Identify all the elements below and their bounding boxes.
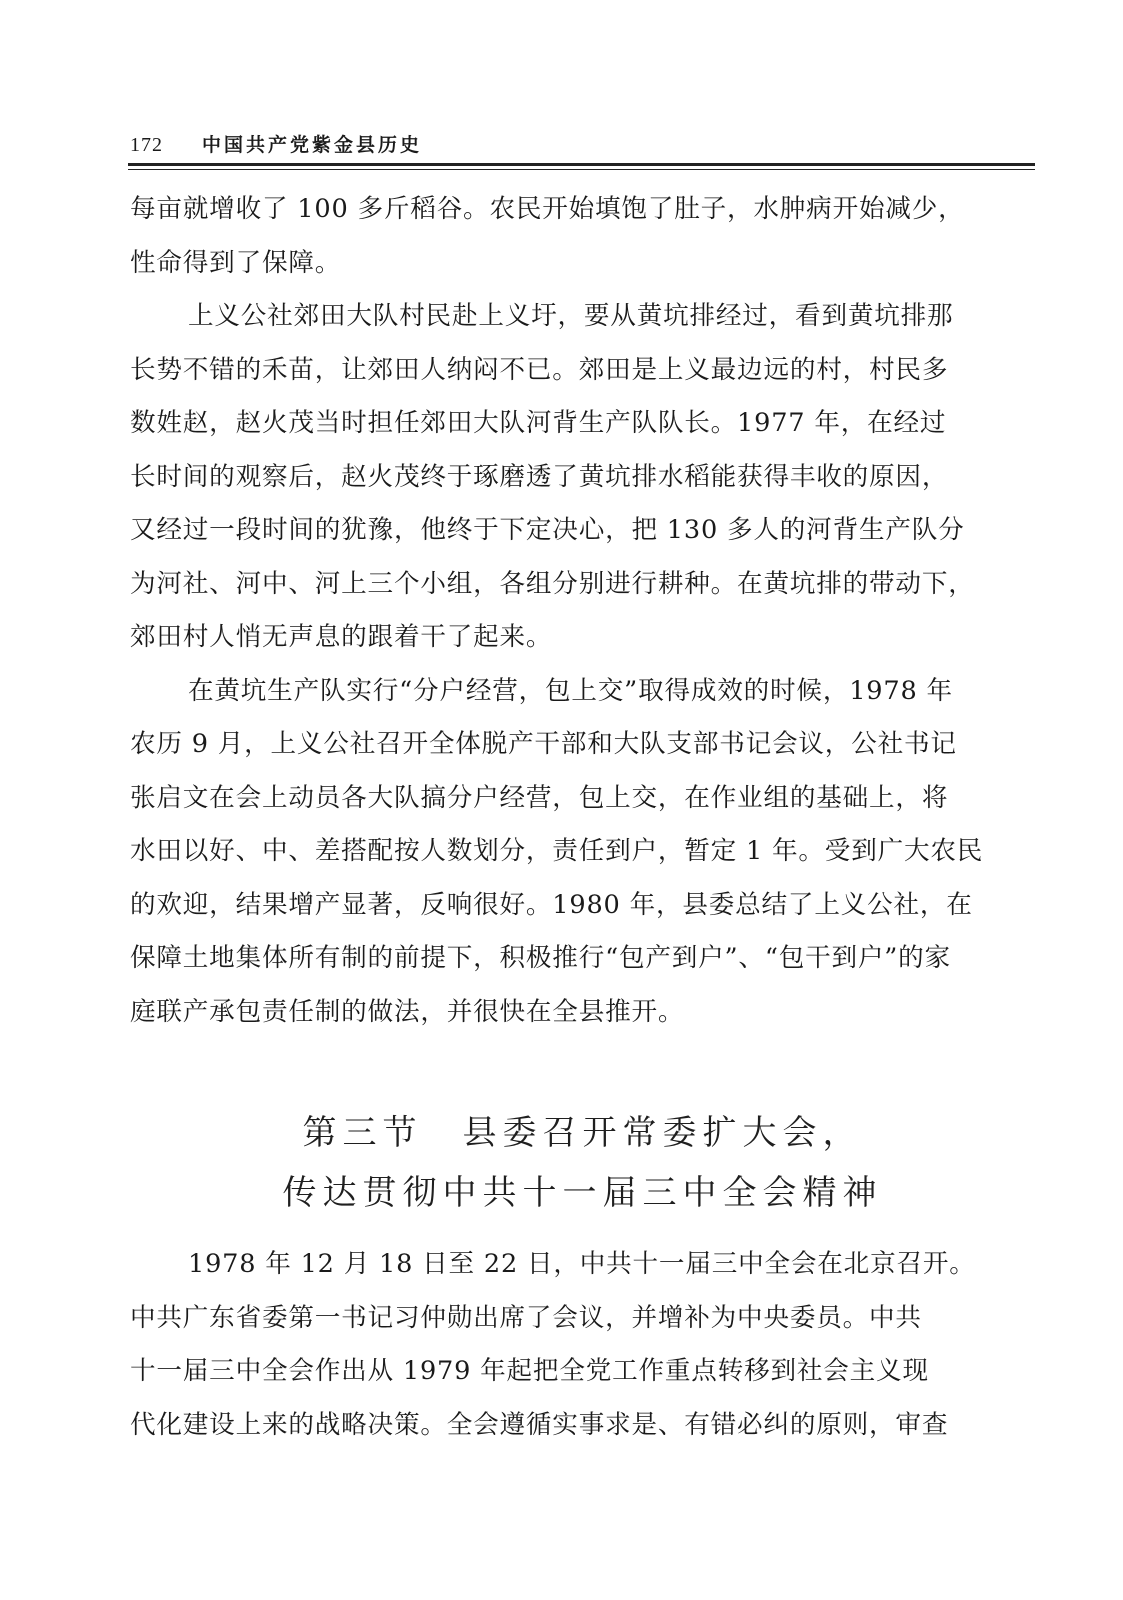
text-line: 农历 9 月，上义公社召开全体脱产干部和大队支部书记会议，公社书记 [130,729,957,759]
page-number: 172 [130,134,163,156]
paragraph-start-line: 在黄坑生产队实行“分户经营，包上交”取得成效的时候，1978 年 [188,675,953,706]
text-line: 数姓赵，赵火茂当时担任郊田大队河背生产队队长。1977 年，在经过 [130,408,947,438]
section-title-part-2: 传达贯彻中共十一届三中全会精神 [282,1173,883,1213]
section-heading-line-2 [130,1163,1035,1223]
header-rule-thick [128,163,1035,166]
text-line: 郊田村人悄无声息的跟着干了起来。 [130,622,553,652]
text-line: 又经过一段时间的犹豫，他终于下定决心，把 130 多人的河背生产队分 [130,515,965,545]
text-line: 长势不错的禾苗，让郊田人纳闷不已。郊田是上义最边远的村，村民多 [130,354,949,385]
section-title-part-1: 县委召开常委扩大会， [462,1113,863,1153]
text-line: 性命得到了保障。 [130,247,342,278]
text-line: 保障土地集体所有制的前提下，积极推行“包产到户”、“包干到户”的家 [130,943,951,973]
text-line: 张启文在会上动员各大队搞分户经营，包上交，在作业组的基础上，将 [130,782,949,813]
text-line: 庭联产承包责任制的做法，并很快在全县推开。 [130,996,685,1027]
paragraph-start-line: 上义公社郊田大队村民赴上义圩，要从黄坑排经过，看到黄坑排那 [188,301,954,331]
text-line: 的欢迎，结果增产显著，反响很好。1980 年，县委总结了上义公社，在 [130,889,973,920]
text-line: 十一届三中全会作出从 1979 年起把全党工作重点转移到社会主义现 [130,1356,929,1386]
section-heading-line-1 [130,1103,1035,1163]
text-line: 每亩就增收了 100 多斤稻谷。农民开始填饱了肚子，水肿病开始减少， [130,194,965,224]
book-title: 中国共产党紫金县历史 [202,134,423,156]
running-header [130,130,1030,160]
text-line: 中共广东省委第一书记习仲勋出席了会议，并增补为中央委员。中共 [130,1302,922,1333]
body-text-block-1 [130,183,1035,1039]
section-heading [130,1103,1035,1223]
body-text-block-2 [130,1238,1035,1452]
section-label: 第三节 [302,1113,423,1153]
header-rule-thin [128,169,1035,170]
text-line: 代化建设上来的战略决策。全会遵循实事求是、有错必纠的原则，审查 [130,1409,949,1440]
paragraph-start-line: 1978 年 12 月 18 日至 22 日，中共十一届三中全会在北京召开。 [188,1249,976,1279]
text-line: 为河社、河中、河上三个小组，各组分别进行耕种。在黄坑排的带动下， [130,568,975,599]
text-line: 水田以好、中、差搭配按人数划分，责任到户，暂定 1 年。受到广大农民 [130,836,984,866]
text-line: 长时间的观察后，赵火茂终于琢磨透了黄坑排水稻能获得丰收的原因， [130,461,949,492]
